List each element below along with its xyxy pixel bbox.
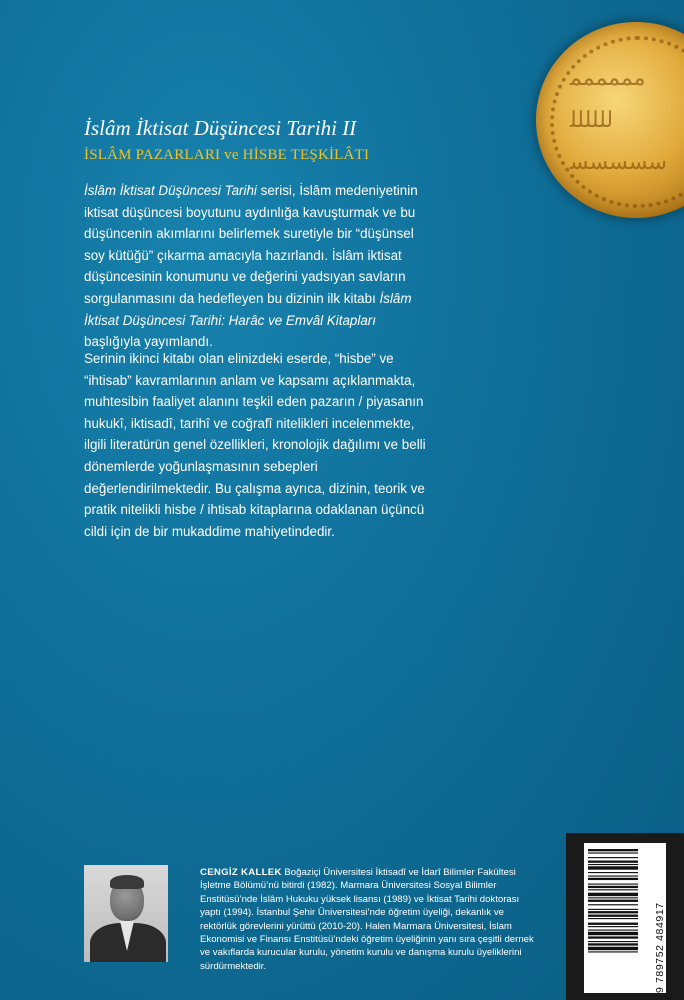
- coin-inscription-line: ﺳﺴﺴﺴﺴ: [570, 150, 667, 175]
- barcode-bar: [588, 941, 638, 942]
- barcode-bar: [588, 909, 638, 910]
- author-bio: [200, 866, 535, 973]
- barcode-bar: [588, 951, 638, 952]
- author-photo: [84, 865, 168, 962]
- barcode-bar: [588, 875, 638, 876]
- barcode-bar: [588, 886, 638, 888]
- isbn-number: 9 789752 484917: [654, 902, 666, 993]
- barcode-bar: [588, 897, 638, 898]
- barcode-bar: [588, 943, 638, 945]
- barcode-bar: [588, 926, 638, 927]
- book-subtitle: İSLÂM PAZARLARI ve HİSBE TEŞKİLÂTI: [84, 147, 370, 163]
- author-bio-text: Boğaziçi Üniversitesi İktisadî ve İdarî Bilimler Fakültesi İşletme Bölümü’nü bitirdi (1982). Marmara Üniversitesi Sosyal Bilimler Enstitüsü’nde İslâm Hukuku yüksek lisansı (1989) ve İktisat Tarihi doktorası yaptı (1994). İstanbul Şehir Üniversitesi’nde öğretim üyeliği, dekanlık ve rektörlük görevlerini yürüttü (2010-20). Halen Marmara Üniversitesi, İslam Ekonomisi ve Finansı Enstitüsü’ndeki öğretim üyeliğinin yanı sıra çeşitli dernek ve vakıflarda kurucular kurulu, yönetim kurulu ve danışma kurulu üyeliklerini sürdürmektedir.: [200, 867, 534, 972]
- barcode-bar: [588, 861, 638, 863]
- barcode-bar: [588, 923, 638, 925]
- author-name: CENGİZ KALLEK: [200, 867, 282, 878]
- coin-inscription-line: ﻟﻠﻠﻠﻠﻠ: [570, 108, 614, 133]
- barcode-bar: [588, 884, 638, 885]
- barcode-bar: [588, 857, 638, 858]
- barcode-bar: [588, 864, 638, 865]
- coin-inscription-line: ﻣﻤﻤﻤﻤﻤ: [570, 66, 646, 91]
- barcode-bar: [588, 852, 638, 853]
- gold-coin-image: [536, 22, 684, 218]
- blurb-text: başlığıyla yayımlandı.: [84, 334, 213, 350]
- isbn-barcode: [584, 843, 666, 993]
- barcode-bar: [588, 932, 638, 935]
- first-book-title: İslâm İktisat Düşüncesi Tarihi: Harâc ve Emvâl Kitapları: [84, 290, 412, 328]
- barcode-panel: [566, 833, 684, 1000]
- barcode-bar: [588, 915, 638, 917]
- barcode-bar: [588, 849, 638, 851]
- barcode-bar: [588, 918, 638, 919]
- barcode-bars: [588, 847, 650, 989]
- blurb-text: serisi, İslâm medeniyetinin iktisat düşüncesi boyutunu aydınlığa kavuşturmak ve bu düşüncenin akımlarını belirlemek suretiyle bir “düşünsel soy kütüğü” çıkarma amacıyla hazırlandı. İslâm iktisat düşüncesinin konumunu ve değerini yadsıyan savların sorgulanmasını da hedefleyen bu dizinin ilk kitabı: [84, 183, 418, 306]
- series-name: İslâm İktisat Düşüncesi Tarihi: [84, 183, 257, 198]
- blurb-paragraph-2: Serinin ikinci kitabı olan elinizdeki eserde, “hisbe” ve “ihtisab” kavramlarının anlam ve kapsamı açıklanmakta, muhtesibin faaliyet alanını teşkil eden pazarın / piyasanın hukukî, iktisadî, tarihî ve coğrafî nitelikleri incelenmekte, ilgili literatürün genel özellikleri, kronolojik dağılımı ve belli dönemlerde yoğunlaşmasının sebepleri değerlendirilmektedir. Bu çalışma ayrıca, dizinin, teorik ve pratik nitelikli hisbe / ihtisab kitaplarına odaklanan üçüncü cildi için de bir mukaddime mahiyetindedir.: [84, 351, 426, 539]
- barcode-bar: [588, 936, 638, 938]
- barcode-bar: [588, 872, 638, 873]
- barcode-bar: [588, 930, 638, 931]
- barcode-bar: [588, 893, 638, 896]
- barcode-bar: [588, 911, 638, 913]
- barcode-bar: [588, 947, 638, 950]
- barcode-bar: [588, 878, 638, 880]
- barcode-bar: [588, 904, 638, 905]
- barcode-bar: [588, 889, 638, 890]
- photo-hair: [110, 875, 144, 889]
- barcode-bar: [588, 900, 638, 902]
- blurb-paragraph-1: [84, 180, 429, 353]
- barcode-bar: [588, 866, 638, 869]
- book-title: İslâm İktisat Düşüncesi Tarihi II: [84, 116, 357, 140]
